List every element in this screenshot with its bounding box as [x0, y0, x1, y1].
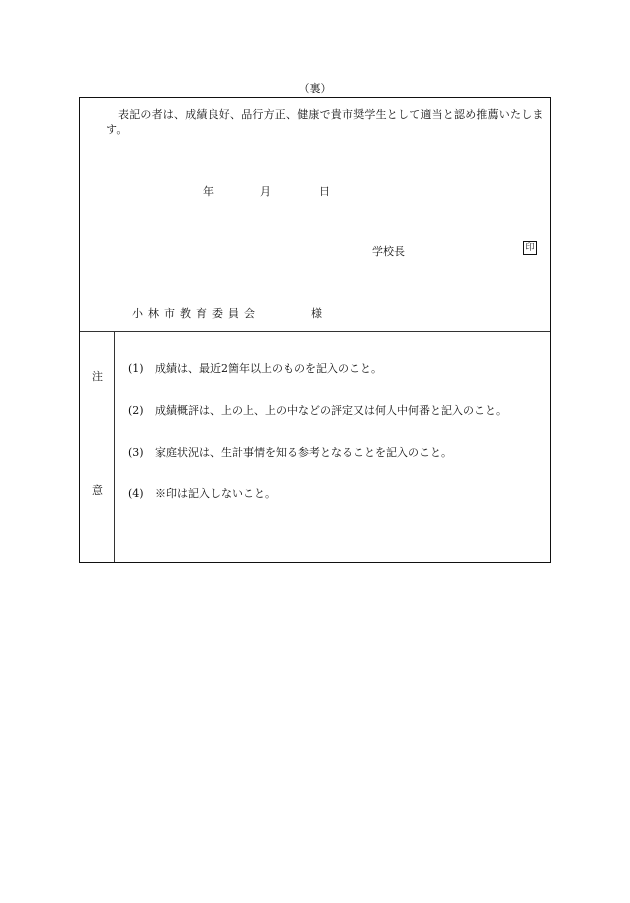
date-day-label: 日 — [319, 185, 330, 198]
note-text: 成績は、最近2箇年以上のものを記入のこと。 — [155, 362, 382, 375]
recommendation-text: 表記の者は、成績良好、品行方正、健康で貴市奨学生として適当と認め推薦いたします。 — [106, 108, 544, 136]
recommendation-statement — [106, 107, 550, 137]
date-month-label: 月 — [260, 185, 271, 198]
note-item — [128, 485, 276, 501]
note-text: ※印は記入しないこと。 — [155, 487, 276, 500]
note-number: (4) — [128, 487, 144, 500]
note-text: 成績概評は、上の上、上の中などの評定又は何人中何番と記入のこと。 — [155, 404, 507, 417]
notes-label-top: 注 — [92, 370, 103, 383]
note-item — [128, 360, 382, 376]
notes-label-column — [80, 331, 115, 562]
seal-mark: 印 — [523, 241, 537, 255]
recommendation-form — [79, 97, 551, 563]
notes-list — [128, 331, 550, 562]
addressee-honorific: 様 — [311, 307, 322, 320]
principal-label: 学校長 — [372, 245, 405, 258]
note-number: (2) — [128, 404, 144, 417]
recommendation-section — [80, 98, 550, 332]
note-item — [128, 402, 507, 418]
note-text: 家庭状況は、生計事情を知る参考となることを記入のこと。 — [155, 446, 452, 459]
note-number: (1) — [128, 362, 144, 375]
addressee-board: 小林市教育委員会 — [132, 307, 260, 320]
notes-label-bottom: 意 — [92, 484, 103, 497]
note-item — [128, 444, 452, 460]
date-year-label: 年 — [203, 185, 214, 198]
note-number: (3) — [128, 446, 144, 459]
page-side-label: （裏） — [298, 82, 332, 95]
